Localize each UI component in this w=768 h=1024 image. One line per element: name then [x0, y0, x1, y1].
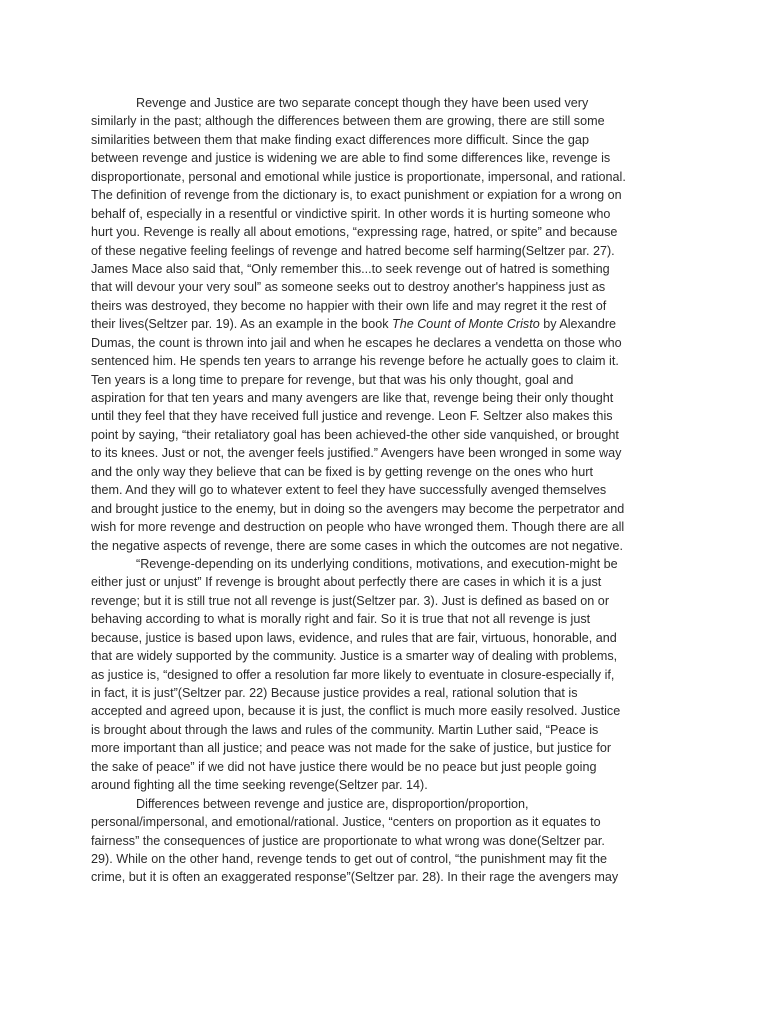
text-line [91, 721, 681, 739]
line-text: and brought justice to the enemy, but in doing so the avengers may become the perpetrator and [91, 501, 625, 516]
line-text: to its knees. Just or not, the avenger feels justified.” Avengers have been wronged in some way [91, 446, 622, 461]
line-text: The definition of revenge from the dictionary is, to exact punishment or expiation for a wrong on [91, 188, 622, 203]
line-text: Differences between revenge and justice are, disproportion/proportion, [136, 796, 529, 811]
line-text: more important than all justice; and peace was not made for the sake of justice, but justice for [91, 741, 612, 756]
text-line [91, 463, 681, 481]
text-line [91, 444, 681, 462]
line-text: disproportionate, personal and emotional while justice is proportionate, impersonal, and rational. [91, 169, 626, 184]
line-text: 29). While on the other hand, revenge tends to get out of control, “the punishment may fit the [91, 851, 607, 866]
line-text: the negative aspects of revenge, there are some cases in which the outcomes are not negative. [91, 538, 624, 553]
text-line [91, 112, 681, 130]
line-text: Ten years is a long time to prepare for revenge, but that was his only thought, goal and [91, 372, 574, 387]
text-line [91, 242, 681, 260]
text-line [91, 260, 681, 278]
text-line [91, 168, 681, 186]
line-text: personal/impersonal, and emotional/rational. Justice, “centers on proportion as it equates to [91, 815, 601, 830]
text-line [91, 832, 681, 850]
text-line [91, 315, 681, 333]
text-line [91, 371, 681, 389]
text-line [91, 131, 681, 149]
line-text: until they feel that they have received full justice and revenge. Leon F. Seltzer also makes this [91, 409, 613, 424]
line-text: in fact, it is just”(Seltzer par. 22) Because justice provides a real, rational solution that is [91, 686, 578, 700]
line-text: aspiration for that ten years and many avengers are like that, revenge being their only thought [91, 391, 614, 405]
line-text: theirs was destroyed, they become no happier with their own life and may regret it the rest of [91, 298, 607, 313]
line-text: either just or unjust” If revenge is brought about perfectly there are cases in which it is a just [91, 575, 602, 590]
line-text: Revenge and Justice are two separate concept though they have been used very [136, 96, 589, 110]
line-text-continued: by Alexandre [539, 317, 617, 332]
line-text: accepted and agreed upon, because it is just, the conflict is much more easily resolved. Justice [91, 704, 621, 719]
text-line [91, 610, 681, 628]
text-line [91, 389, 681, 407]
text-line [91, 426, 681, 444]
line-text: “Revenge-depending on its underlying conditions, motivations, and execution-might be [136, 556, 618, 571]
line-text: revenge; but it is still true not all revenge is just(Seltzer par. 3). Just is defined as based on or [91, 593, 610, 608]
text-line [91, 758, 681, 776]
line-text: hurt you. Revenge is really all about emotions, “expressing rage, hatred, or spite” and because [91, 225, 618, 240]
line-text: between revenge and justice is widening we are able to find some differences like, revenge is [91, 151, 611, 166]
text-line [91, 205, 681, 223]
text-line [91, 481, 681, 499]
text-line [91, 94, 681, 112]
essay-body [91, 94, 681, 887]
book-title: The Count of Monte Cristo [392, 317, 540, 332]
text-line [91, 666, 681, 684]
line-text: similarly in the past; although the differences between them are growing, there are still some [91, 114, 605, 129]
text-line [91, 592, 681, 610]
line-text: them. And they will go to whatever extent to feel they have successfully avenged themselves [91, 483, 607, 498]
text-line [91, 223, 681, 241]
text-line [91, 537, 681, 555]
text-line [91, 647, 681, 665]
line-text: that will devour your very soul” as someone seeks out to destroy another's happiness just as [91, 280, 606, 295]
text-line [91, 868, 681, 886]
line-text: behaving according to what is morally right and fair. So it is true that not all revenge is just [91, 612, 591, 627]
text-line [91, 407, 681, 425]
line-text: the sake of peace” if we did not have justice there would be no peace but just people going [91, 759, 597, 774]
text-line [91, 149, 681, 167]
text-line [91, 352, 681, 370]
line-text: sentenced him. He spends ten years to arrange his revenge before he actually goes to claim it. [91, 354, 619, 369]
text-line [91, 629, 681, 647]
line-text: because, justice is based upon laws, evidence, and rules that are fair, virtuous, honorable, and [91, 630, 617, 645]
text-line [91, 500, 681, 518]
line-text: crime, but it is often an exaggerated response”(Seltzer par. 28). In their rage the avengers may [91, 870, 619, 885]
line-text: James Mace also said that, “Only remember this...to seek revenge out of hatred is something [91, 261, 610, 276]
line-text: is brought about through the laws and rules of the community. Martin Luther said, “Peace is [91, 722, 599, 737]
line-text: that are widely supported by the community. Justice is a smarter way of dealing with problems, [91, 649, 618, 664]
line-text: similarities between them that make finding exact differences more difficult. Since the gap [91, 132, 589, 147]
text-line [91, 573, 681, 591]
line-text: Dumas, the count is thrown into jail and when he escapes he declares a vendetta on those who [91, 335, 622, 350]
text-line [91, 776, 681, 794]
text-line [91, 334, 681, 352]
text-line [91, 795, 681, 813]
line-text: point by saying, “their retaliatory goal has been achieved-the other side vanquished, or brought [91, 427, 619, 442]
text-line [91, 813, 681, 831]
text-line [91, 739, 681, 757]
text-line [91, 555, 681, 573]
line-text: wish for more revenge and destruction on people who have wronged them. Though there are all [91, 520, 625, 535]
text-line [91, 850, 681, 868]
line-text: as justice is, “designed to offer a resolution far more likely to eventuate in closure-especially if, [91, 667, 615, 682]
text-line [91, 278, 681, 296]
text-line [91, 684, 681, 702]
line-text: around fighting all the time seeking revenge(Seltzer par. 14). [91, 778, 428, 793]
line-text: behalf of, especially in a resentful or vindictive spirit. In other words it is hurting someone who [91, 206, 611, 221]
text-line [91, 702, 681, 720]
line-text: and the only way they believe that can be fixed is by getting revenge on the ones who hurt [91, 464, 593, 479]
line-text: fairness” the consequences of justice are proportionate to what wrong was done(Seltzer par. [91, 833, 605, 848]
line-text: of these negative feeling feelings of revenge and hatred become self harming(Seltzer par. 27). [91, 243, 615, 258]
text-line [91, 186, 681, 204]
text-line [91, 518, 681, 536]
line-text: their lives(Seltzer par. 19). As an example in the book [91, 317, 393, 332]
text-line [91, 297, 681, 315]
